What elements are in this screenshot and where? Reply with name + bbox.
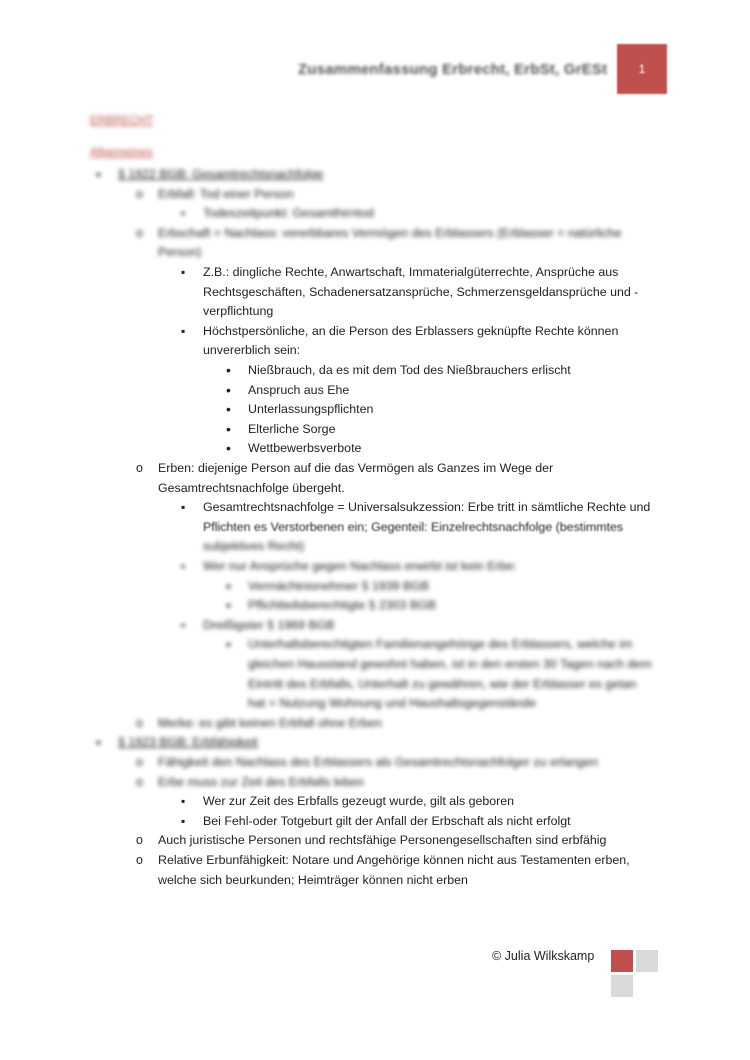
bullet-marker [181, 811, 185, 831]
outline-line: subjektives Recht) [203, 539, 305, 554]
bullet-marker [136, 850, 143, 870]
outline-line: Merke: es gibt keinen Erbfall ohne Erben [158, 715, 382, 730]
outline-line: Vermächtnisnehmer § 1939 BGB [248, 578, 430, 593]
footer-decor-square-red [611, 950, 633, 972]
outline-line: Pflichtteilsberechtigte § 2303 BGB [248, 598, 437, 613]
outline-line: Elterliche Sorge [248, 421, 336, 436]
outline-line: Eintritt des Erbfalls, Unterhalt zu gewähren, wie der Erblasser es getan [248, 676, 637, 691]
outline-line: Nießbrauch, da es mit dem Tod des Nießbrauchers erlischt [248, 363, 571, 377]
bullet-marker [181, 262, 185, 282]
outline-line: § 1922 BGB: Gesamtrechtsnachfolge [118, 167, 324, 181]
bullet-marker [136, 752, 143, 772]
outline-line: unvererblich sein: [203, 343, 301, 358]
outline-line: verpflichtung [203, 304, 274, 319]
outline-line: Wettbewerbsverbote [248, 441, 362, 456]
footer-decor-square-gray [636, 950, 658, 972]
outline-line: Gesamtrechtsnachfolge übergeht. [158, 480, 345, 495]
outline-line: Rechtsgeschäften, Schadenersatzansprüche, Schmerzensgeldansprüche und - [203, 284, 639, 299]
footer-copyright: © Julia Wilkskamp [492, 949, 595, 963]
bullet-marker [136, 184, 143, 204]
outline-line: Fähigkeit den Nachlass des Erblassers als Gesamtrechtsnachfolger zu erlangen [158, 755, 599, 769]
bullet-marker [226, 595, 231, 616]
outline-line: hat = Nutzung Wohnung und Haushaltsgegenstände [248, 696, 537, 711]
bullet-marker [136, 713, 143, 733]
bullet-marker [181, 321, 185, 341]
bullet-marker [181, 497, 185, 517]
outline-line: § 1923 BGB: Erbfähigkeit [118, 735, 258, 750]
bullet-marker [181, 203, 185, 223]
outline-line: gleichen Hausstand gewohnt haben, ist in den ersten 30 Tagen nach dem [248, 657, 652, 671]
page-number-badge: 1 [617, 44, 667, 94]
outline-line: Unterhaltsberechtigten Familienangehörige des Erblassers, welche im [248, 637, 633, 652]
outline-line: Erbfall: Tod einer Person [158, 186, 294, 201]
outline-line: Z.B.: dingliche Rechte, Anwartschaft, Immaterialgüterrechte, Ansprüche aus [203, 265, 619, 279]
bullet-marker [96, 164, 101, 185]
outline-line: Person) [158, 245, 202, 260]
bullet-marker [136, 772, 143, 792]
page-header-title: Zusammenfassung Erbrecht, ErbSt, GrESt [298, 61, 608, 78]
outline-line: Relative Erbunfähigkeit: Notare und Angehörige können nicht aus Testamenten erben, [158, 853, 630, 867]
outline-line: Auch juristische Personen und rechtsfähige Personengesellschaften sind erbfähig [158, 833, 607, 848]
outline-line: Wer zur Zeit des Erbfalls gezeugt wurde, gilt als geboren [203, 794, 515, 809]
outline-line: welche sich beurkunden; Heimträger können nicht erben [158, 872, 468, 887]
bullet-marker [226, 360, 231, 381]
outline-line: Erbschaft = Nachlass: vererbbares Vermögen des Erblassers (Erblasser = natürliche [158, 225, 622, 240]
bullet-marker [136, 223, 143, 243]
bullet-marker [181, 615, 185, 635]
bullet-marker [136, 830, 143, 850]
section-heading-erbrecht: ERBRECHT [90, 115, 154, 127]
subsection-heading-allgemeines: Allgemeines [90, 147, 153, 159]
outline-line: Dreißigster § 1969 BGB [203, 617, 335, 632]
bullet-marker [226, 419, 231, 440]
outline-line: Erbe muss zur Zeit des Erbfalls leben [158, 774, 364, 789]
outline-line: Erben: diejenige Person auf die das Vermögen als Ganzes im Wege der [158, 461, 554, 475]
bullet-marker [226, 380, 231, 401]
outline-line: Todeszeitpunkt: Gesamthirntod [203, 206, 374, 221]
bullet-marker [226, 576, 231, 597]
footer-decor-square-gray [611, 975, 633, 997]
outline-line: Bei Fehl-oder Totgeburt gilt der Anfall der Erbschaft als nicht erfolgt [203, 813, 571, 828]
outline-line: Anspruch aus Ehe [248, 382, 350, 397]
bullet-marker [136, 458, 143, 478]
outline-line: Gesamtrechtsnachfolge = Universalsukzession: Erbe tritt in sämtliche Rechte und [203, 500, 651, 515]
outline-line: Höchstpersönliche, an die Person des Erblassers geknüpfte Rechte können [203, 323, 619, 338]
outline-line: Wer nur Ansprüche gegen Nachlass erwirbt ist kein Erbe: [203, 559, 517, 573]
bullet-marker [226, 399, 231, 420]
bullet-marker [226, 634, 231, 655]
bullet-marker [226, 438, 231, 459]
bullet-marker [181, 791, 185, 811]
bullet-marker [96, 732, 101, 753]
bullet-marker [181, 556, 185, 576]
outline-line: Unterlassungspflichten [248, 402, 374, 417]
outline-line: Pflichten es Verstorbenen ein; Gegenteil: Einzelrechtsnachfolge (bestimmtes [203, 519, 624, 534]
